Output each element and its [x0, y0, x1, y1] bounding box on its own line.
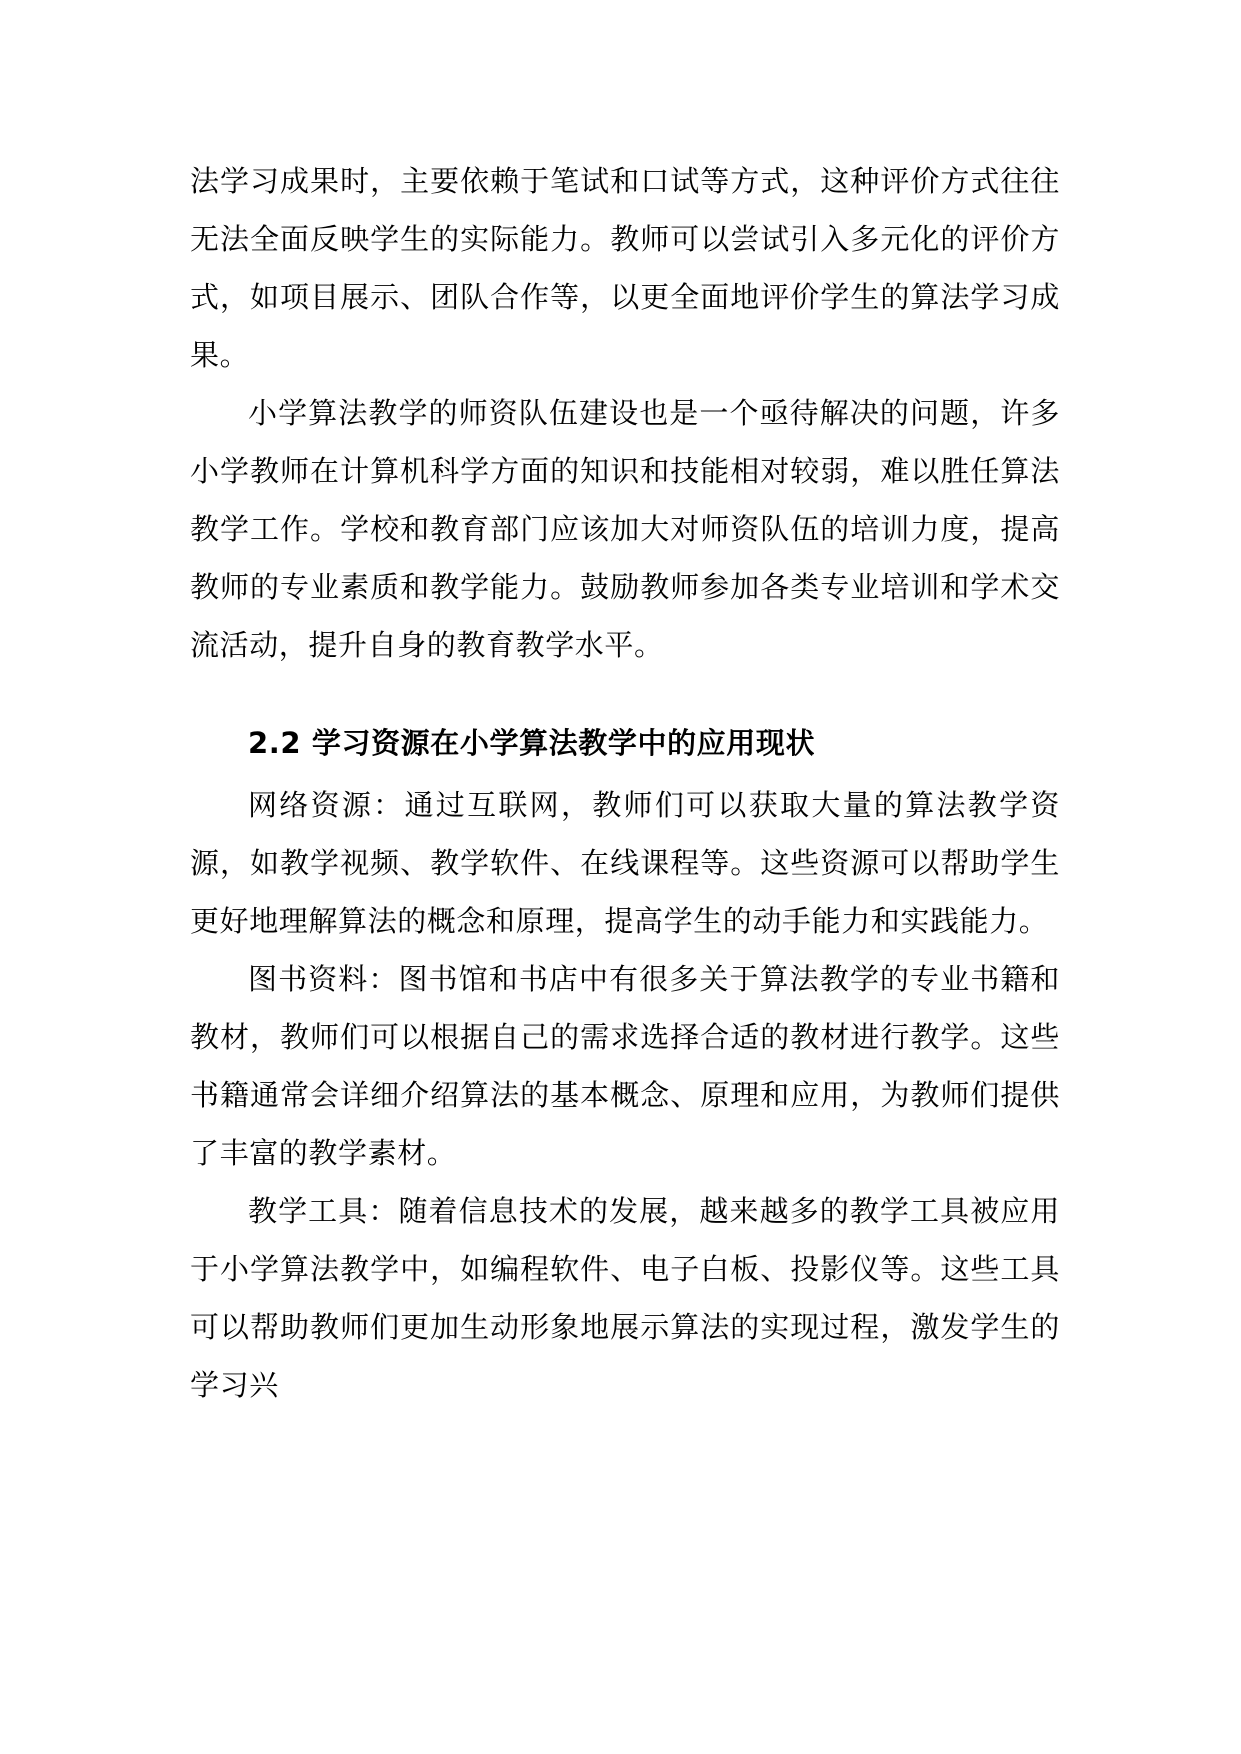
paragraph-book-materials: 图书资料：图书馆和书店中有很多关于算法教学的专业书籍和教材，教师们可以根据自己的需求选择合适的教材进行教学。这些书籍通常会详细介绍算法的基本概念、原理和应用，为教师们提供了丰富的教学素材。: [190, 962, 1060, 1170]
paragraph-network-resources: 网络资源：通过互联网，教师们可以获取大量的算法教学资源，如教学视频、教学软件、在线课程等。这些资源可以帮助学生更好地理解算法的概念和原理，提高学生的动手能力和实践能力。: [190, 788, 1060, 938]
spacer: [190, 674, 1060, 714]
section-heading: 2.2 学习资源在小学算法教学中的应用现状: [248, 726, 816, 760]
body-text: [190, 152, 1060, 1414]
paragraph-teacher-training: 小学算法教学的师资队伍建设也是一个亟待解决的问题，许多小学教师在计算机科学方面的知识和技能相对较弱，难以胜任算法教学工作。学校和教育部门应该加大对师资队伍的培训力度，提高教师的专业素质和教学能力。鼓励教师参加各类专业培训和学术交流活动，提升自身的教育教学水平。: [190, 396, 1060, 662]
paragraph-teaching-tools: 教学工具：随着信息技术的发展，越来越多的教学工具被应用于小学算法教学中，如编程软件、电子白板、投影仪等。这些工具可以帮助教师们更加生动形象地展示算法的实现过程，激发学生的学习兴: [190, 1194, 1060, 1402]
paragraph-continued: 法学习成果时，主要依赖于笔试和口试等方式，这种评价方式往往无法全面反映学生的实际能力。教师可以尝试引入多元化的评价方式，如项目展示、团队合作等，以更全面地评价学生的算法学习成果。: [190, 164, 1060, 372]
